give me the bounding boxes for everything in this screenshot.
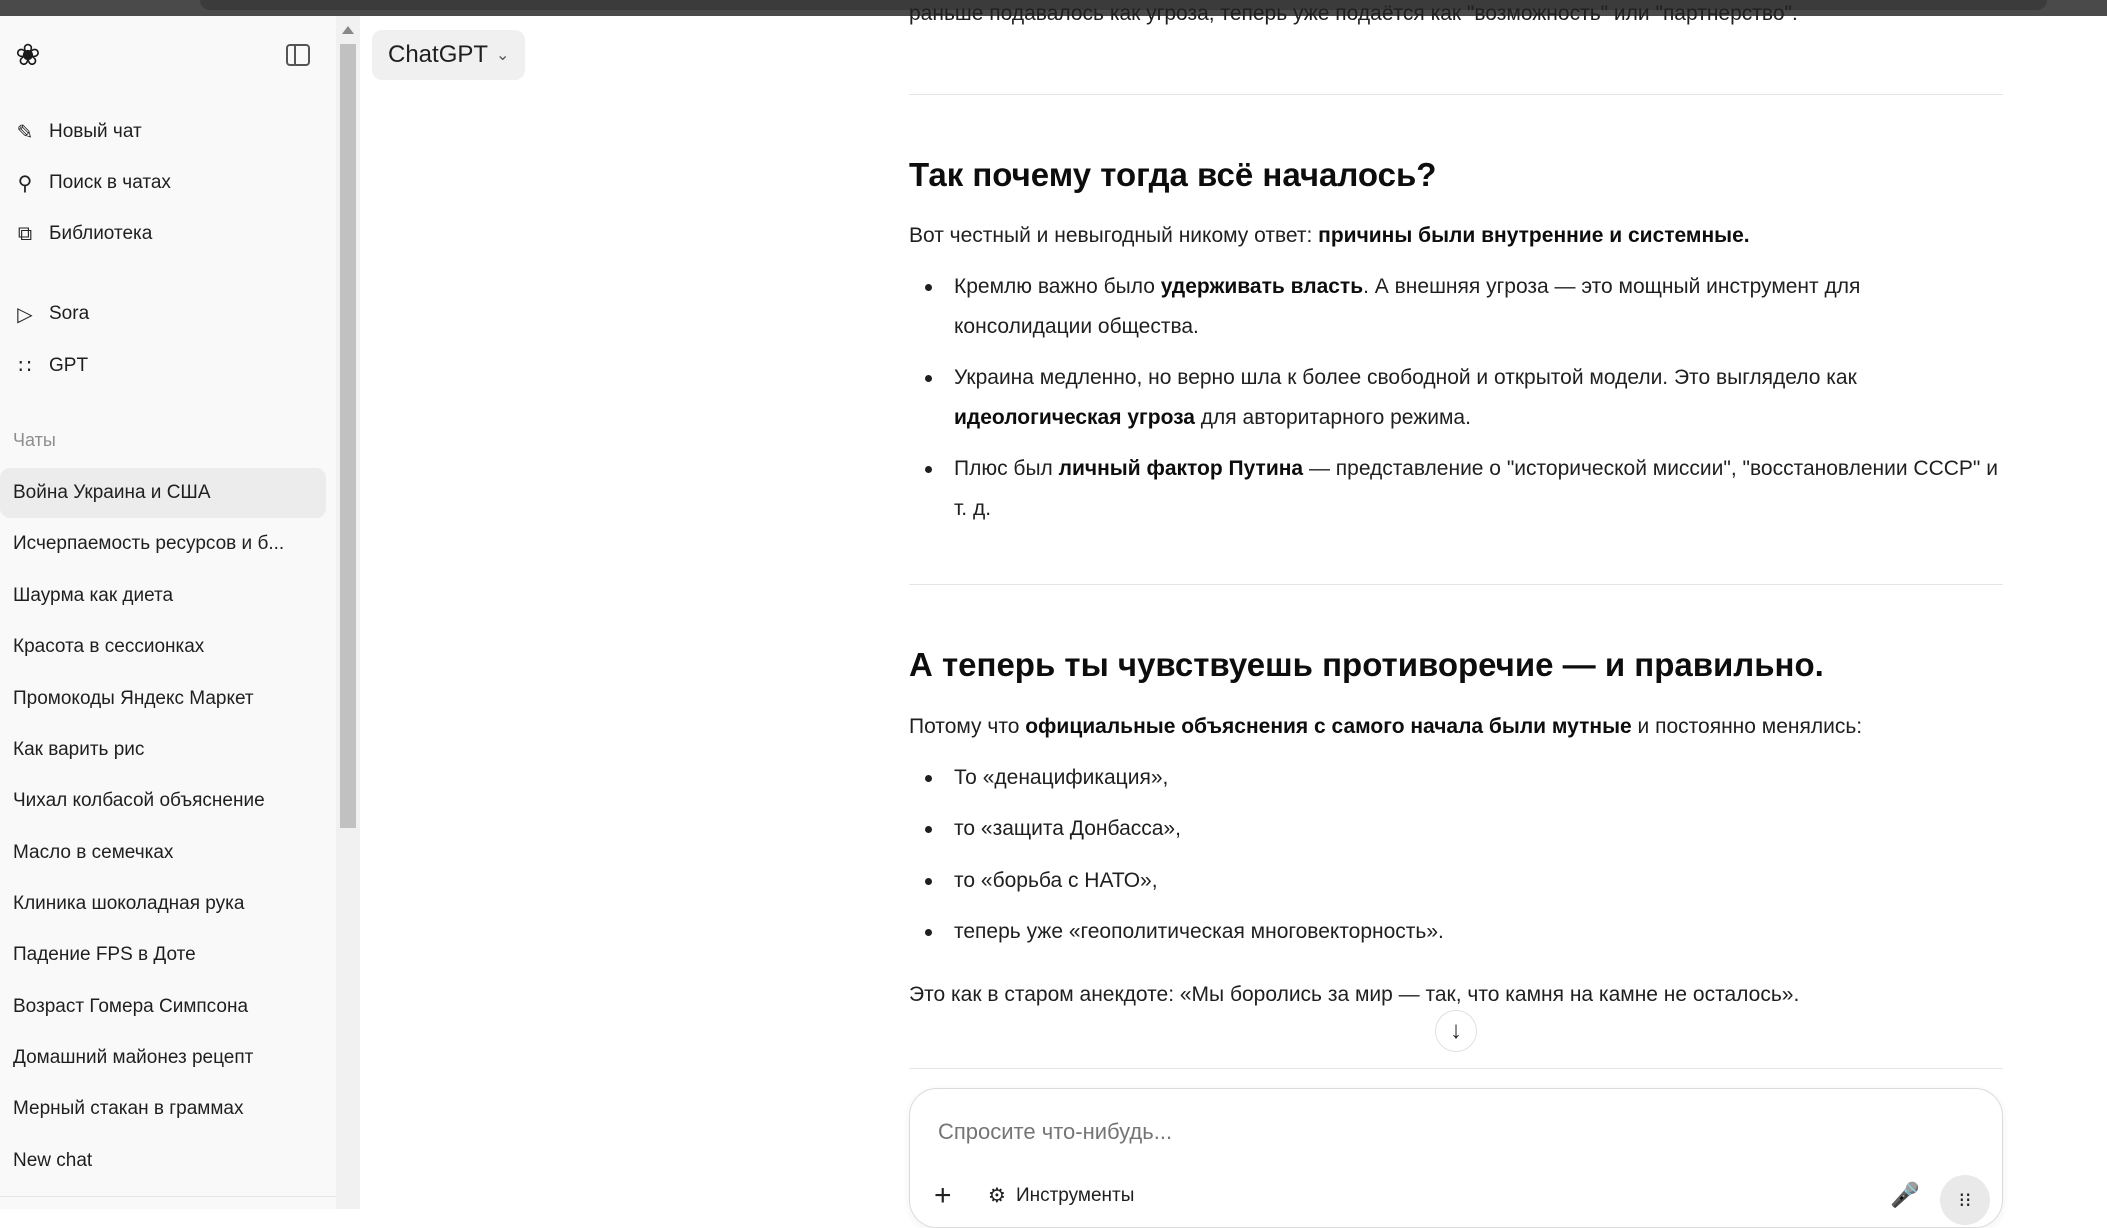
openai-logo-icon[interactable]: ❀ <box>15 39 41 72</box>
model-name: ChatGPT <box>388 41 489 68</box>
chat-item[interactable]: Промокоды Яндекс Маркет <box>13 688 254 709</box>
scroll-up-arrow-icon[interactable] <box>342 26 354 34</box>
prompt-input[interactable] <box>938 1119 1838 1145</box>
tools-label: Инструменты <box>1015 1184 1135 1206</box>
waveform-icon: ⁝⁝ <box>1958 1189 1972 1212</box>
section-divider <box>909 94 2003 95</box>
plus-icon: + <box>934 1179 952 1212</box>
sidebar-divider <box>0 1196 336 1197</box>
list-item-text: — представление о "исторической миссии", "восстановлении СССР" и т. д. <box>954 457 1998 520</box>
list-item-text: Украина медленно, но верно шла к более свободной и открытой модели. Это выглядело как <box>954 366 1857 389</box>
new-chat-button[interactable] <box>0 110 326 154</box>
sora-button[interactable] <box>0 292 326 336</box>
message-composer <box>909 1088 2003 1228</box>
chat-item[interactable]: Исчерпаемость ресурсов и б... <box>13 533 285 554</box>
search-icon: ⚲ <box>17 172 33 195</box>
scrollbar-thumb[interactable] <box>340 44 356 828</box>
play-icon: ▷ <box>17 303 33 326</box>
list-item <box>954 449 2003 529</box>
list-item-bold: личный фактор Путина <box>1058 457 1304 480</box>
sidebar-scrollbar[interactable] <box>336 16 360 1209</box>
section-heading: Так почему тогда всё началось? <box>909 156 1437 193</box>
sidebar-toggle-icon[interactable] <box>286 44 310 66</box>
list-item-bold: удерживать власть <box>1160 275 1364 298</box>
list-item-bold: идеологическая угроза <box>954 406 1195 429</box>
scroll-to-bottom-button[interactable] <box>1435 1010 1477 1052</box>
search-chats-label: Поиск в чатах <box>49 172 171 193</box>
list-item <box>954 267 2003 347</box>
chats-section-label: Чаты <box>13 430 56 450</box>
edit-icon: ✎ <box>16 121 34 144</box>
microphone-icon: 🎤 <box>1890 1182 1920 1209</box>
chat-item[interactable]: Шаурма как диета <box>13 585 174 606</box>
chat-item[interactable]: Чихал колбасой объяснение <box>13 790 265 811</box>
intro-bold-text: официальные объяснения с самого начала были мутные <box>1025 715 1632 738</box>
section-heading: А теперь ты чувствуешь противоречие — и правильно. <box>909 646 1824 683</box>
add-attachment-button[interactable] <box>934 1181 952 1211</box>
gpt-label: GPT <box>49 355 89 376</box>
chat-item[interactable]: New chat <box>13 1150 93 1171</box>
library-icon: ⧉ <box>17 222 33 245</box>
section-intro <box>909 216 2003 256</box>
list-item-text: . А внешняя угроза — это мощный инструмент для консолидации общества. <box>954 275 1861 338</box>
list-item: То «денацификация», <box>954 758 2003 798</box>
gpt-button[interactable] <box>0 344 326 388</box>
library-button[interactable] <box>0 212 326 256</box>
chat-item[interactable]: Возраст Гомера Симпсона <box>13 996 249 1017</box>
sliders-icon: ⚙ <box>988 1185 1006 1207</box>
list-item-text: Плюс был <box>954 457 1059 480</box>
list-item: то «борьба с НАТО», <box>954 861 2003 901</box>
chat-item[interactable]: Домашний майонез рецепт <box>13 1047 254 1068</box>
list-item-text: для авторитарного режима. <box>1194 406 1471 429</box>
chat-item[interactable]: Как варить рис <box>13 739 145 760</box>
chevron-down-icon: ⌄ <box>496 47 510 64</box>
voice-mode-button[interactable] <box>1940 1175 1990 1225</box>
section-divider <box>909 1068 2003 1069</box>
chat-item[interactable]: Красота в сессионках <box>13 636 205 657</box>
sidebar <box>0 16 336 1209</box>
new-chat-label: Новый чат <box>49 121 142 142</box>
chat-item[interactable]: Масло в семечках <box>13 842 174 863</box>
microphone-button[interactable] <box>1890 1181 1920 1210</box>
closing-paragraph: Это как в старом анекдоте: «Мы боролись за мир — так, что камня на камне не осталось». <box>909 983 1800 1006</box>
chat-item[interactable]: Падение FPS в Доте <box>13 944 196 965</box>
list-item: теперь уже «геополитическая многовекторность». <box>954 912 2003 952</box>
chat-item[interactable]: Мерный стакан в граммах <box>13 1098 244 1119</box>
tools-button[interactable] <box>988 1183 1134 1208</box>
message-text-fragment: раньше подавалось как угроза, теперь уже подаётся как "возможность" или "партнерство". <box>909 2 1798 25</box>
section-divider <box>909 584 2003 585</box>
intro-text: Вот честный и невыгодный никому ответ: <box>909 224 1319 247</box>
sora-label: Sora <box>49 303 90 324</box>
library-label: Библиотека <box>49 223 153 244</box>
chat-item[interactable]: Война Украина и США <box>0 468 326 518</box>
intro-text: Потому что <box>909 715 1026 738</box>
search-chats-button[interactable] <box>0 161 326 205</box>
model-picker[interactable] <box>372 30 525 80</box>
list-item <box>954 358 2003 438</box>
section-intro <box>909 707 2003 747</box>
grid-icon: ∷ <box>18 355 32 378</box>
intro-bold-text: причины были внутренние и системные. <box>1318 224 1750 247</box>
list-item: то «защита Донбасса», <box>954 809 2003 849</box>
list-item-text: Кремлю важно было <box>954 275 1161 298</box>
arrow-down-icon: ↓ <box>1450 1017 1462 1044</box>
intro-tail-text: и постоянно менялись: <box>1631 715 1863 738</box>
chat-item[interactable]: Клиника шоколадная рука <box>13 893 245 914</box>
